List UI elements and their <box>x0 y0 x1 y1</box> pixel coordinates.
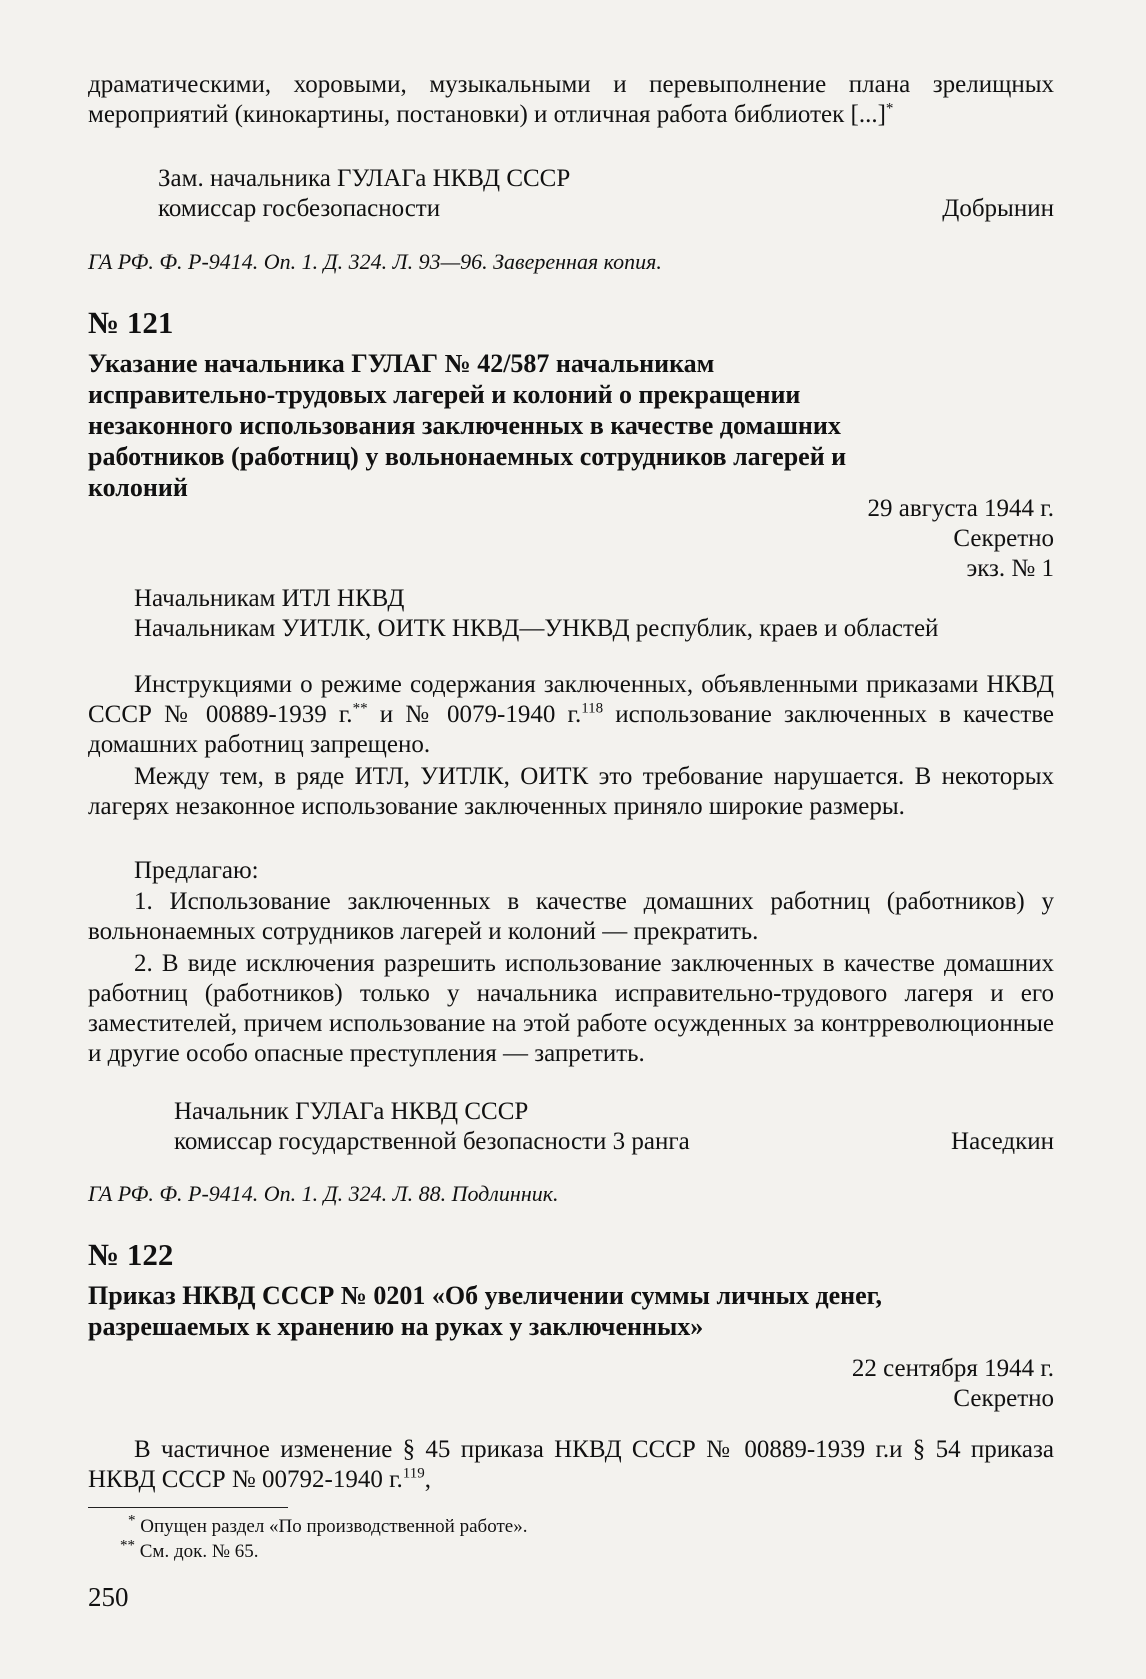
signature-block-121 <box>88 1097 1054 1157</box>
document-title-122: Приказ НКВД СССР № 0201 «Об увеличении суммы личных денег, разрешаемых к хранению на руках у заключенных» <box>88 1281 883 1341</box>
secrecy-stamp: Секретно <box>953 525 1054 552</box>
signature-name: Наседкин <box>951 1128 1054 1155</box>
doc121-item-2: 2. В виде исключения разрешить использование заключенных в качестве домашних работниц (работников) только у начальника исправительно-трудового лагеря и его заместителей, причем использование на этой работе осужденных за контрреволюционные и другие особо опасные преступления — запретить. <box>88 950 1054 1067</box>
copy-number: экз. № 1 <box>966 555 1054 582</box>
addressee-line: Начальникам ИТЛ НКВД <box>134 585 405 612</box>
doc121-header-right <box>88 494 1054 584</box>
document-date: 22 сентября 1944 г. <box>851 1355 1054 1382</box>
continued-paragraph: драматическими, хоровыми, музыкальными и перевыполнение плана зрелищных мероприятий (кинокартины, постановки) и отличная работа библиотек [...]* <box>88 71 1054 128</box>
signature-block-1 <box>88 164 1054 224</box>
signature-name: Добрынин <box>942 195 1054 222</box>
archive-source-121: ГА РФ. Ф. Р-9414. Оп. 1. Д. 324. Л. 88. Подлинник. <box>88 1181 559 1206</box>
endnote-ref: 119 <box>402 1465 425 1482</box>
document-number-122: № 122 <box>88 1237 174 1272</box>
secrecy-stamp: Секретно <box>953 1385 1054 1412</box>
document-number-121: № 121 <box>88 305 174 340</box>
doc122-header-right <box>88 1354 1054 1414</box>
signature-rank: комиссар госбезопасности <box>158 195 441 222</box>
page-number: 250 <box>88 1582 129 1612</box>
doc121-paragraph-3: Предлагаю: <box>134 857 259 884</box>
doc121-paragraph-1: Инструкциями о режиме содержания заключенных, объявленными приказами НКВД СССР № 00889-1939 г.** и № 0079-1940 г.$^{118}$ использование заключенных в качестве домашних работниц запрещено. <box>88 671 1054 758</box>
signature-title: Зам. начальника ГУЛАГа НКВД СССР <box>158 165 571 192</box>
doc121-item-1: 1. Использование заключенных в качестве домашних работниц (работников) у вольнонаемных сотрудников лагерей и колоний — прекратить. <box>88 888 1054 945</box>
addressee-line: Начальникам УИТЛК, ОИТК НКВД—УНКВД республик, краев и областей <box>134 615 939 642</box>
footnote-1: * Опущен раздел «По производственной работе». <box>128 1512 528 1537</box>
footnote-ref: ** <box>352 700 368 717</box>
document-date: 29 августа 1944 г. <box>867 495 1054 522</box>
document-page <box>88 0 1054 1679</box>
footnote-ref: * <box>885 100 894 117</box>
signature-title: Начальник ГУЛАГа НКВД СССР <box>174 1098 529 1125</box>
archive-source-1: ГА РФ. Ф. Р-9414. Оп. 1. Д. 324. Л. 93—96. Заверенная копия. <box>88 249 662 274</box>
footnote-divider <box>88 1507 288 1508</box>
addressees <box>88 584 1054 644</box>
signature-rank: комиссар государственной безопасности 3 ранга <box>174 1128 690 1155</box>
endnote-ref: 118 <box>581 700 604 717</box>
footnote-2: ** См. док. № 65. <box>120 1537 259 1562</box>
doc121-paragraph-2: Между тем, в ряде ИТЛ, УИТЛК, ОИТК это требование нарушается. В некоторых лагерях незаконное использование заключенных приняло широкие размеры. <box>88 763 1054 820</box>
document-title-121: Указание начальника ГУЛАГ № 42/587 начальникам исправительно-трудовых лагерей и колоний о прекращении незаконного использования заключенных в качестве домашних работников (работниц) у вольнонаемных сотрудников лагерей и колоний <box>88 349 847 502</box>
doc122-paragraph-1: В частичное изменение § 45 приказа НКВД СССР № 00889-1939 г.и § 54 приказа НКВД СССР № 00792-1940 г.$^{119}$, <box>88 1436 1054 1493</box>
